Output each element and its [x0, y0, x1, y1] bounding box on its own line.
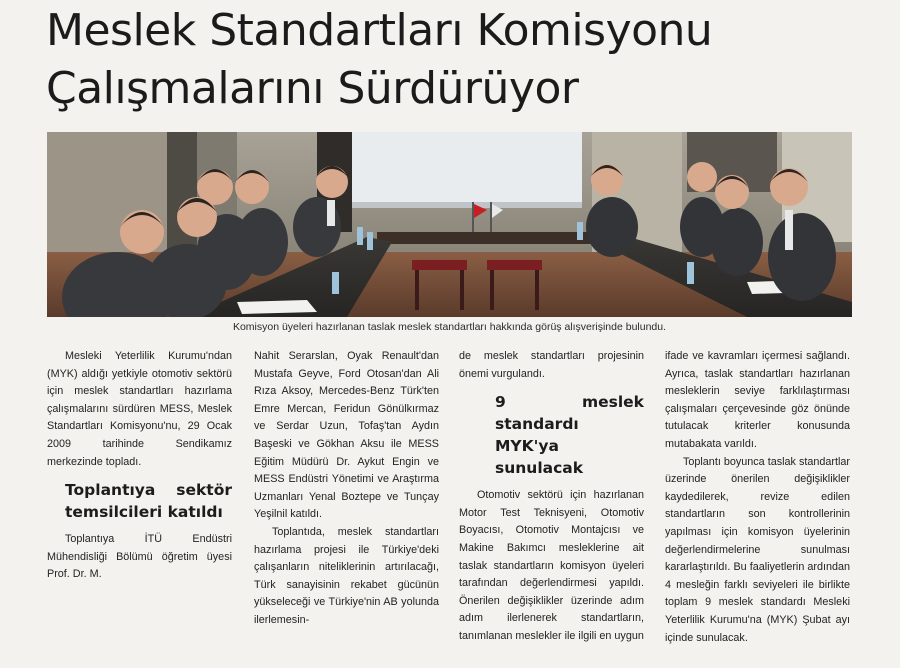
paragraph: Mesleki Yeterlilik Kurumu'ndan (MYK) aldığı yetkiyle otomotiv sektörü için meslek standartları hazırlama çalışmalarını sürdüren MESS, Meslek Standartları Komisyonu'nu, 29 Ocak 2009 tarihinde Sendikamız merkezinde topladı. [47, 350, 232, 468]
page-edge-right [860, 0, 900, 668]
paragraph: Nahit Serarslan, Oyak Renault'dan Mustafa Geyve, Ford Otosan'dan Ali Rıza Aksoy, Mercedes-Benz Türk'ten Emre Mercan, Feridun Gönülkırmaz ve Serdar Uzun, Tofaş'tan Aydın Başeski ve Gökhan Aksu ile MESS Eğitim Müdürü Dr. Aykut Engin ve MESS Endüstri Yönetimi ve Araştırma Uzmanları Yenal Boztepe ve Tunçay Yeşilnil katıldı. [254, 350, 439, 521]
article-column-4 [665, 348, 850, 647]
subheading: Toplantıya sektör temsilcileri katıldı [65, 481, 232, 522]
headline-line-1: Meslek Standartları Komisyonu [46, 5, 713, 56]
article-column-2 [254, 348, 439, 630]
subheading: 9 meslek standardı MYK'ya sunulacak [495, 393, 644, 478]
paragraph: Toplantıya İTÜ Endüstri Mühendisliği Bölümü öğretim üyesi Prof. Dr. M. [47, 533, 232, 581]
headline-line-2: Çalışmalarını Sürdürüyor [46, 63, 579, 114]
article-column-3 [459, 348, 644, 646]
paragraph: Otomotiv sektörü için hazırlanan Motor Test Teknisyeni, Otomotiv Boyacısı, Otomotiv Montajcısı ve Makine Bakımcı mesleklerine ait taslak standartların komisyon üyeleri tarafından değerlendirmesi yapıldı. Önerilen değişiklikler üzerinde adım adım ilerlenerek standartların, tanımlanan meslekler ile ilgili en uygun [459, 489, 644, 642]
article-column-1 [47, 348, 232, 584]
paragraph: Toplantıda, meslek standartları hazırlama projesi ile Türkiye'deki çalışanların niteliklerinin artırılacağı, Türk sanayisinin rekabet gücünün yükseleceği ve Türkiye'nin AB yolunda ilerlemesin- [254, 525, 439, 626]
headline [46, 2, 866, 118]
meeting-photo [47, 132, 852, 317]
photo-caption: Komisyon üyeleri hazırlanan taslak meslek standartları hakkında görüş alışverişinde bulundu. [232, 321, 667, 333]
paragraph: Toplantı boyunca taslak standartlar üzerinde önerilen değişiklikler kaydedilerek, revize edilen standartların son kontrollerinin yapılması için komisyon üyelerinin değerlendirmelerine sunulması kararlaştırıldı. Bu faaliyetlerin ardından 4 mesleğin farklı seviyeleri ile birlikte toplam 9 meslek standardı Mesleki Yeterlilik Kurumu'na (MYK) Şubat ayı içinde sunulacak. [665, 455, 850, 644]
paragraph: de meslek standartları projesinin önemi vurgulandı. [459, 350, 644, 380]
paragraph: ifade ve kavramları içermesi sağlandı. Ayrıca, taslak standartları hazırlanan mesleklerin seviye farklılaştırması çalışmaları çerçevesinde göz önünde tutulacak kriterler konusunda mutabakata varıldı. [665, 350, 850, 450]
